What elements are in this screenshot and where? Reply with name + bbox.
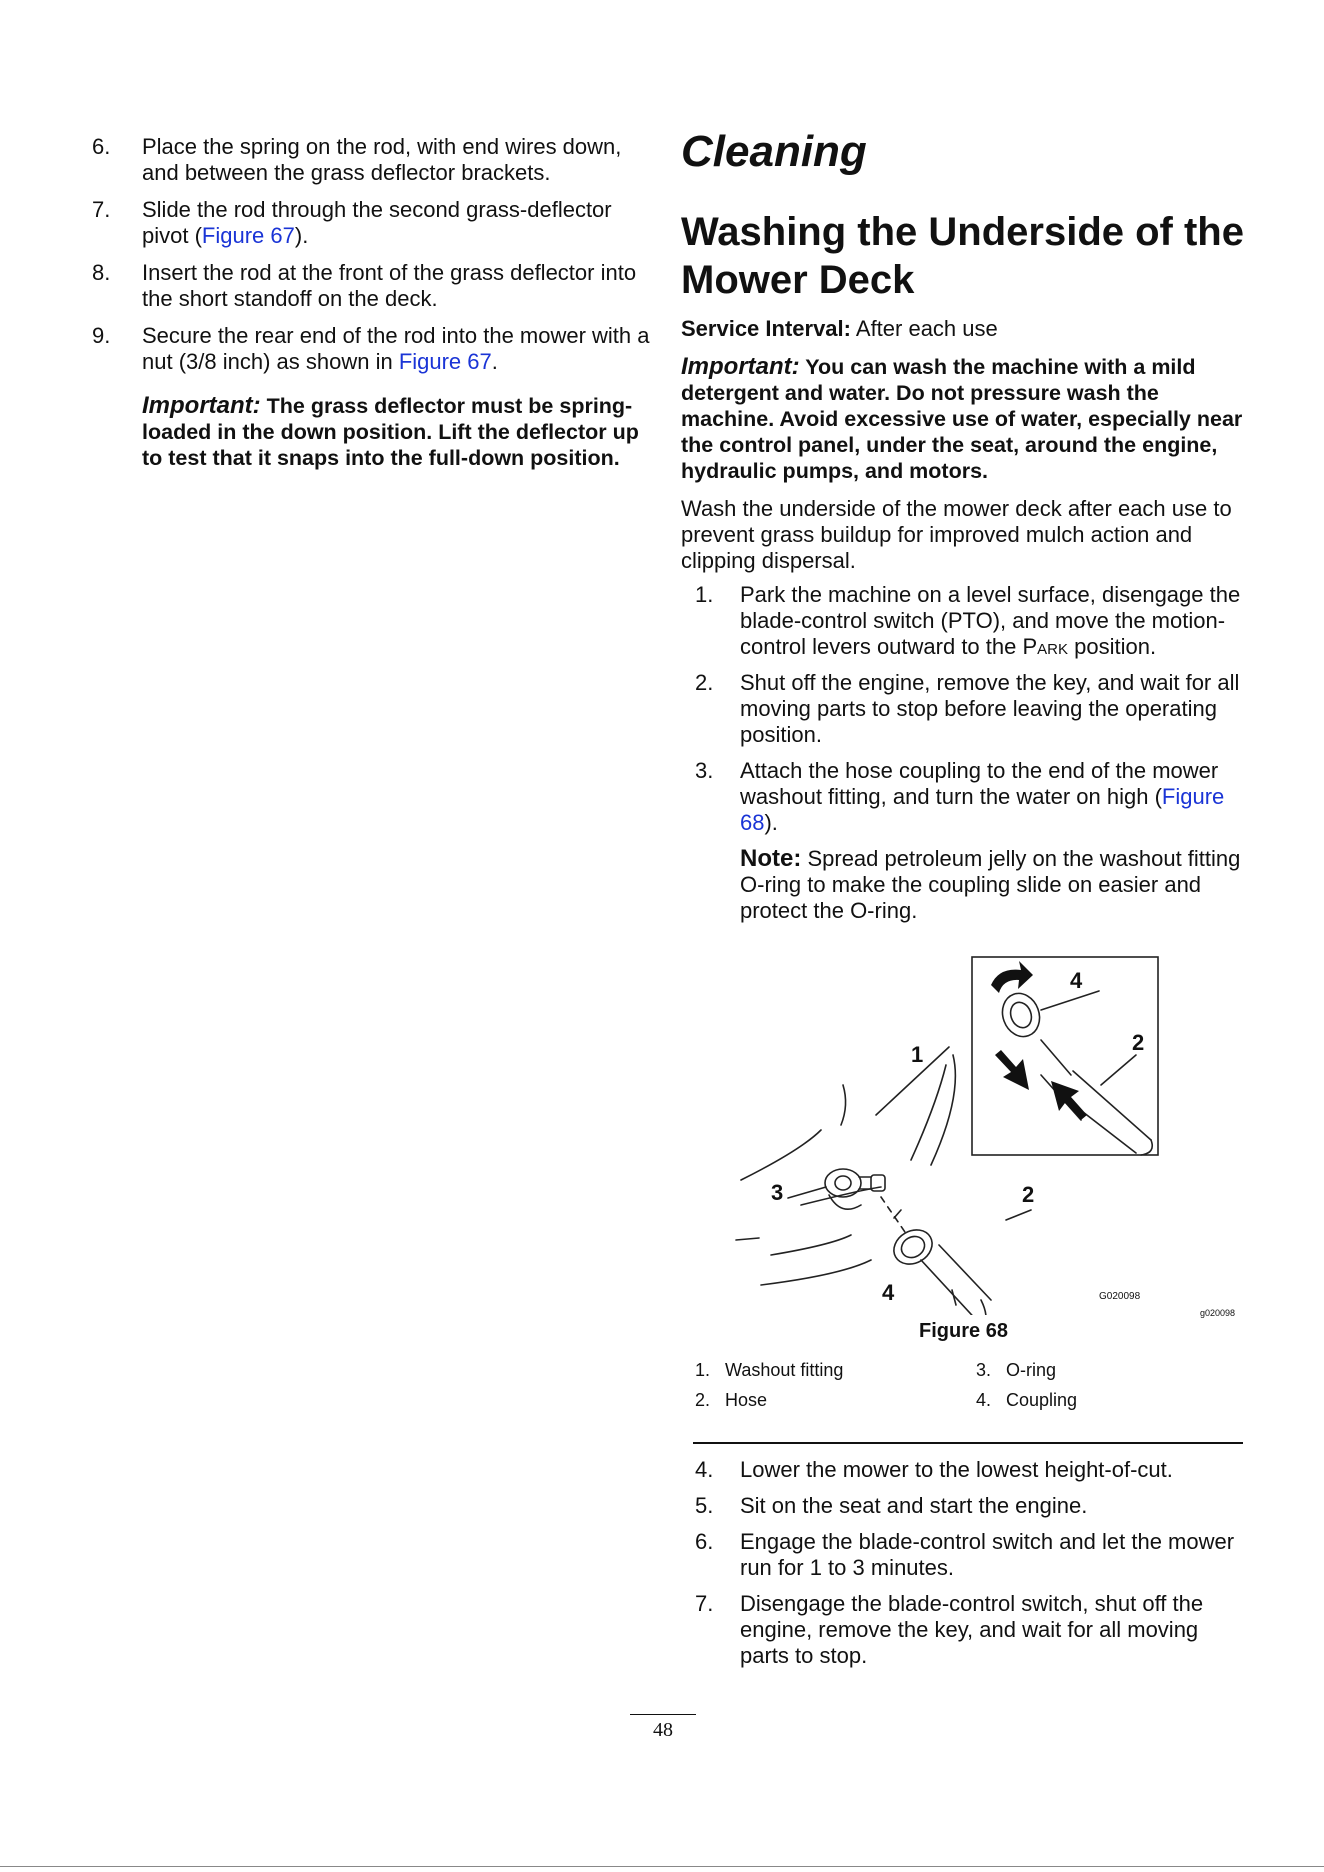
section-title: Cleaning xyxy=(681,127,867,176)
figure-67-link-2[interactable]: Figure 67 xyxy=(398,349,492,374)
important-notice-deflector: Important: The grass deflector must be spring-loaded in the down position. Lift the deflector up to test that it snaps into the full-down position. xyxy=(142,392,639,470)
callout-4-inset: 4 xyxy=(1070,968,1083,993)
callout-3: 3 xyxy=(771,1180,784,1205)
right-step-4: 4. Lower the mower to the lowest height-of-cut. xyxy=(695,1457,1173,1482)
right-step-6: 6. Engage the blade-control switch and let the mower run for 1 to 3 minutes. xyxy=(695,1529,1235,1580)
intro-paragraph: Wash the underside of the mower deck after each use to prevent grass buildup for improved mulch action and clipping dispersal. xyxy=(681,496,1232,573)
callout-1: 1 xyxy=(911,1042,924,1067)
figure-68-link[interactable]: Figure 68 xyxy=(740,784,1225,835)
important-notice-washing: Important: You can wash the machine with a mild detergent and water. Do not pressure wash the machine. Avoid excessive use of water, especially near the control panel, under the seat, around the engine, hydraulic pumps, and motors. xyxy=(681,353,1243,483)
page-bottom-edge xyxy=(0,1866,1324,1867)
legend-item: 3. O-ring xyxy=(976,1360,1057,1380)
figure-divider xyxy=(693,1442,1243,1444)
callout-4: 4 xyxy=(882,1280,895,1305)
legend-item: 2. Hose xyxy=(695,1390,768,1410)
figure-caption: Figure 68 xyxy=(919,1320,1008,1342)
washout-fitting-drawing xyxy=(825,1169,885,1209)
figure-code-outer: g020098 xyxy=(1200,1308,1236,1318)
figure-code-inner: G020098 xyxy=(1099,1291,1141,1302)
legend-item: 4. Coupling xyxy=(976,1390,1078,1410)
right-step-5: 5. Sit on the seat and start the engine. xyxy=(695,1493,1088,1518)
right-step-2: 2. Shut off the engine, remove the key, and wait for all moving parts to stop before leaving the operating position. xyxy=(695,670,1240,747)
step-6-text: Place the spring on the rod, with end wires down, and between the grass deflector brackets. xyxy=(142,134,622,185)
legend-item: 1. Washout fitting xyxy=(695,1360,844,1380)
steps-list-continued xyxy=(681,1457,1246,1679)
right-step-1: 1. Park the machine on a level surface, disengage the blade-control switch (PTO), and move the motion-control levers outward to the Park position. xyxy=(695,582,1241,659)
left-column xyxy=(92,134,652,471)
page-heading: Washing the Underside of the Mower Deck xyxy=(681,210,1244,302)
right-step-3: 3. Attach the hose coupling to the end of the mower washout fitting, and turn the water on high (Figure 68). xyxy=(695,758,1225,835)
note: Note: Spread petroleum jelly on the washout fitting O-ring to make the coupling slide on easier and protect the O-ring. xyxy=(740,845,1241,923)
deck-curve xyxy=(741,1130,821,1180)
figure-67-link[interactable]: Figure 67 xyxy=(201,223,295,248)
figure-68-illustration xyxy=(681,955,1246,1315)
callout-2: 2 xyxy=(1022,1182,1035,1207)
right-step-7: 7. Disengage the blade-control switch, shut off the engine, remove the key, and wait for all moving parts to stop. xyxy=(695,1591,1204,1668)
steps-list xyxy=(681,582,1246,836)
step-9: 9. Secure the rear end of the rod into the mower with a nut (3/8 inch) as shown in Figure 67. xyxy=(92,323,650,374)
step-8: 8. Insert the rod at the front of the grass deflector into the short standoff on the deck. xyxy=(92,260,637,311)
page-number: 48 xyxy=(630,1714,696,1742)
right-column xyxy=(681,124,1246,924)
step-6: 6. Place the spring on the rod, with end wires down, and between the grass deflector brackets. xyxy=(92,134,622,185)
step-7: 7. Slide the rod through the second grass-deflector pivot (Figure 67). xyxy=(92,197,612,248)
service-interval: Service Interval: After each use xyxy=(681,316,998,341)
callout-2-inset: 2 xyxy=(1132,1030,1145,1055)
coupling-hose-drawing xyxy=(888,1223,991,1315)
